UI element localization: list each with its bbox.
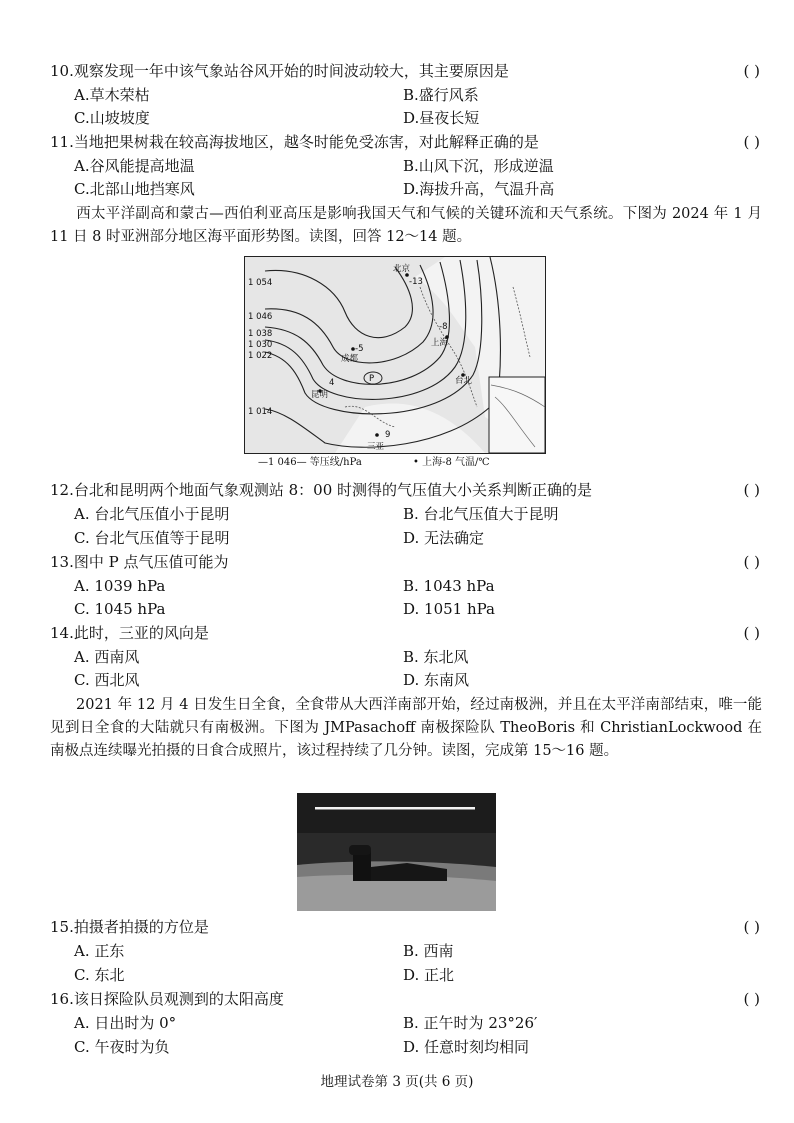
q10-option-c: C.山坡坡度 [74,109,150,127]
q16-option-a: A. 日出时为 0° [74,1014,177,1032]
q10-option-d: D.昼夜长短 [403,109,480,127]
q12-option-c: C. 台北气压值等于昆明 [74,529,230,547]
question-16-stem: 16.该日探险队员观测到的太阳高度 ( ) [50,990,760,1008]
q16-option-c: C. 午夜时为负 [74,1038,170,1056]
q11-option-d: D.海拔升高，气温升高 [403,180,555,198]
q15-option-a: A. 正东 [74,942,125,960]
temp-kunming: 4 [329,378,335,388]
passage-15-16: 2021 年 12 月 4 日发生日全食，全食带从大西洋南部开始，经过南极洲，并且在太平洋南部结束，唯一能见到日全食的大陆就只有南极洲。下图为 JMPasachoff 南极探险队 TheoBoris 和 ChristianLockwood 在南极点连续曝光拍摄的日食合成照片，该过程持续了几分钟。读图，完成第 15～16 题。 [50,697,762,759]
answer-paren: ( ) [743,553,760,571]
answer-paren: ( ) [743,481,760,499]
q15-option-b: B. 西南 [403,942,454,960]
answer-paren: ( ) [743,133,760,151]
map-graphic [245,257,545,453]
city-chengdu: 成都 [341,354,359,364]
question-14-stem: 14.此时，三亚的风向是 ( ) [50,624,760,642]
q13-option-d: D. 1051 hPa [403,600,495,618]
isobar-label-1038: 1 038 [248,329,273,339]
q11-option-b: B.山风下沉，形成逆温 [403,157,554,175]
q14-option-b: B. 东北风 [403,648,469,666]
question-12-stem: 12.台北和昆明两个地面气象观测站 8：00 时测得的气压值大小关系判断正确的是 ( ) [50,481,760,499]
answer-paren: ( ) [743,918,760,936]
sea-level-pressure-map [244,256,546,454]
q14-option-c: C. 西北风 [74,671,140,689]
question-10-stem: 10.观察发现一年中该气象站谷风开始的时间波动较大，其主要原因是 ( ) [50,62,760,80]
eclipse-composite-photo [297,793,496,911]
question-11-stem: 11.当地把果树栽在较高海拔地区，越冬时能免受冻害，对此解释正确的是 ( ) [50,133,760,151]
q13-option-c: C. 1045 hPa [74,600,166,618]
isobar-label-1030: 1 030 [248,340,273,350]
temp-sanya: 9 [385,430,391,440]
page-footer: 地理试卷第 3 页(共 6 页) [320,1074,474,1090]
city-kunming: 昆明 [311,390,329,400]
question-13-stem: 13.图中 P 点气压值可能为 ( ) [50,553,760,571]
city-beijing: 北京 [393,264,411,274]
q14-option-d: D. 东南风 [403,671,470,689]
q12-option-b: B. 台北气压值大于昆明 [403,505,559,523]
isobar-label-1046: 1 046 [248,312,273,322]
q15-option-d: D. 正北 [403,966,455,984]
temp-shanghai: -8 [439,322,448,332]
question-15-stem: 15.拍摄者拍摄的方位是 ( ) [50,918,760,936]
isobar-label-1014: 1 014 [248,407,273,417]
city-shanghai: 上海 [431,338,449,348]
q10-option-a: A.草木荣枯 [74,86,150,104]
q11-option-c: C.北部山地挡寒风 [74,180,195,198]
q16-option-d: D. 任意时刻均相同 [403,1038,530,1056]
legend-isobar: —1 046— 等压线/hPa [258,457,362,468]
passage-12-14: 西太平洋副高和蒙古—西伯利亚高压是影响我国天气和气候的关键环流和天气系统。下图为 2024 年 1 月 11 日 8 时亚洲部分地区海平面形势图。读图，回答 12～14 题。 [50,206,762,245]
q11-option-a: A.谷风能提高地温 [74,157,195,175]
q13-option-a: A. 1039 hPa [74,577,166,595]
photo-graphic [297,793,496,911]
city-taipei: 台北 [455,376,473,386]
q12-option-a: A. 台北气压值小于昆明 [74,505,230,523]
q12-option-d: D. 无法确定 [403,529,485,547]
city-sanya: 三亚 [367,442,385,452]
point-p: P [369,374,375,384]
answer-paren: ( ) [743,990,760,1008]
q10-option-b: B.盛行风系 [403,86,479,104]
isobar-label-1054: 1 054 [248,278,273,288]
temp-beijing: -13 [409,277,423,287]
temp-chengdu: -5 [355,344,364,354]
legend-temperature: • 上海-8 气温/℃ [413,457,490,468]
answer-paren: ( ) [743,62,760,80]
q14-option-a: A. 西南风 [74,648,140,666]
q13-option-b: B. 1043 hPa [403,577,495,595]
answer-paren: ( ) [743,624,760,642]
q16-option-b: B. 正午时为 23°26′ [403,1014,538,1032]
q15-option-c: C. 东北 [74,966,125,984]
isobar-label-1022: 1 022 [248,351,273,361]
